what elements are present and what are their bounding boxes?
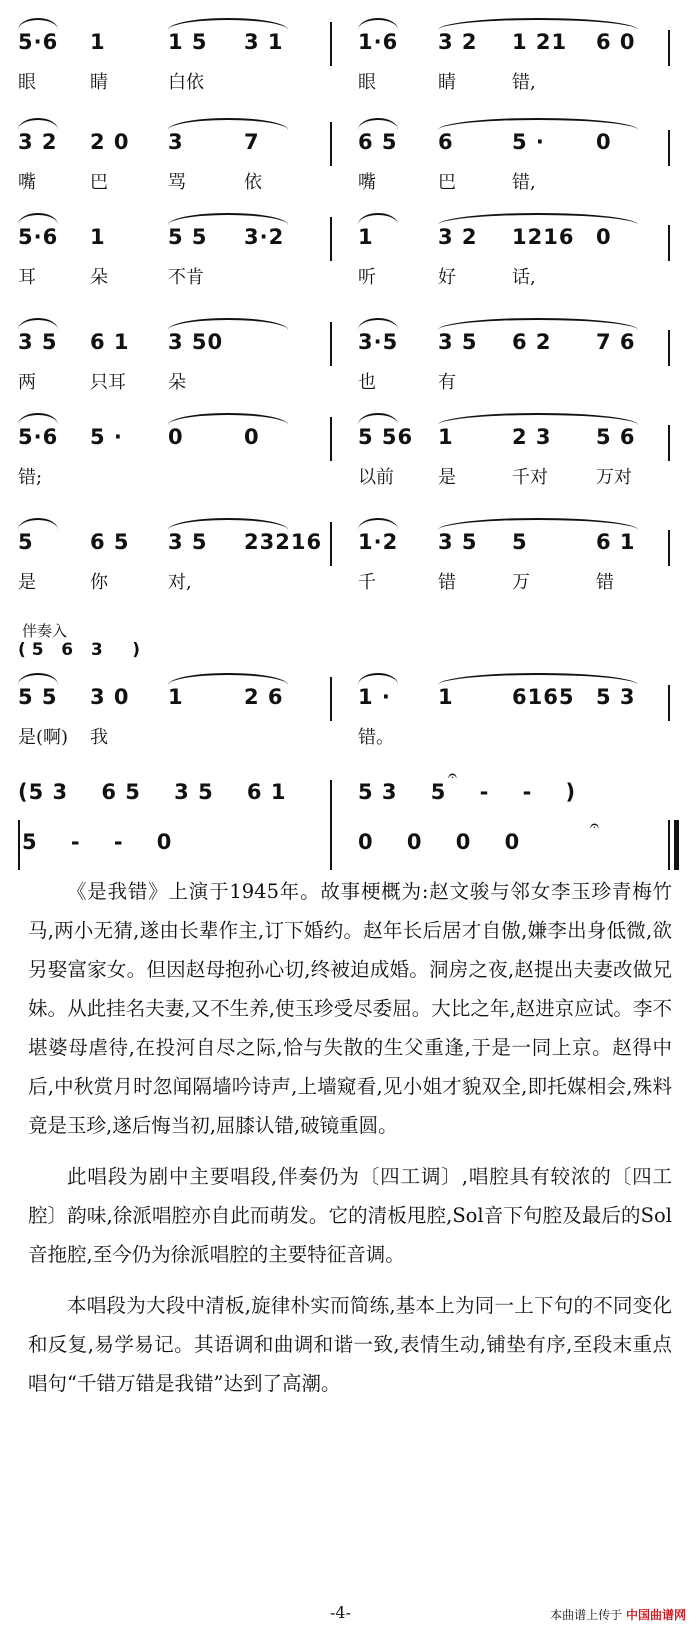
note-group: 3 2 <box>438 30 478 54</box>
upload-note <box>550 1606 686 1623</box>
lyric: 眼 <box>358 72 376 93</box>
lyric: 错 <box>596 572 614 593</box>
barline <box>330 677 332 721</box>
lyric: 万对 <box>596 467 632 488</box>
note-group: 6 5 <box>90 530 130 554</box>
note-group: 1·6 <box>358 30 399 54</box>
note-group: 3 50 <box>168 330 224 354</box>
note-group: 5 · <box>90 425 123 449</box>
lyric: 只耳 <box>90 372 126 393</box>
slur <box>168 18 288 30</box>
note-group: 3 0 <box>90 685 130 709</box>
note-group: 3 5 <box>438 530 478 554</box>
slur <box>358 518 398 530</box>
note-group: 3 5 <box>18 330 58 354</box>
fermata-icon: 𝄐 <box>590 816 599 835</box>
note-group: 2 6 <box>244 685 284 709</box>
score-system <box>18 425 678 495</box>
commentary <box>28 872 672 1415</box>
slur <box>18 518 58 530</box>
slur <box>18 318 58 330</box>
lyric: 好 <box>438 267 456 288</box>
slur <box>438 413 638 425</box>
final-upper-left: (5 3 6 5 3 5 6 1 <box>18 780 287 804</box>
barline <box>18 820 20 870</box>
lyric: 朵 <box>168 372 186 393</box>
note-group: 0 <box>168 425 184 449</box>
note-group: 1 <box>168 685 184 709</box>
lyric: 骂 <box>168 172 186 193</box>
note-group: 2 0 <box>90 130 130 154</box>
note-group: 3 5 <box>168 530 208 554</box>
lyric: 错, <box>512 172 536 193</box>
barline <box>668 530 670 566</box>
barline <box>668 225 670 261</box>
barline <box>330 322 332 366</box>
slur <box>168 413 288 425</box>
barline <box>668 685 670 721</box>
note-group: 5 56 <box>358 425 414 449</box>
slur <box>438 213 638 225</box>
note-group: 5·6 <box>18 225 59 249</box>
slur <box>18 213 58 225</box>
slur <box>168 673 288 685</box>
lyric: 睛 <box>438 72 456 93</box>
note-group: 5 <box>18 530 34 554</box>
lyric: 千 <box>358 572 376 593</box>
barline <box>668 30 670 66</box>
lyric: 你 <box>90 572 108 593</box>
lyric: 嘴 <box>358 172 376 193</box>
barline <box>668 820 670 870</box>
slur <box>168 118 288 130</box>
note-group: 5 5 <box>18 685 58 709</box>
score-system <box>18 530 678 600</box>
slur <box>358 18 398 30</box>
note-group: 6165 <box>512 685 575 709</box>
lyric: 有 <box>438 372 456 393</box>
note-group: 3 1 <box>244 30 284 54</box>
note-group: 6 1 <box>90 330 130 354</box>
lyric: 嘴 <box>18 172 36 193</box>
final-system <box>18 766 678 870</box>
note-group: 3 5 <box>438 330 478 354</box>
lyric: 错。 <box>358 727 394 748</box>
slur <box>438 118 638 130</box>
note-group: 1216 <box>512 225 575 249</box>
lyric: 是 <box>18 572 36 593</box>
slur <box>438 673 638 685</box>
lyric: 以前 <box>358 467 394 488</box>
note-group: 6 <box>438 130 454 154</box>
lyric: 依 <box>244 172 262 193</box>
note-group: 2 3 <box>512 425 552 449</box>
page-number: -4- <box>330 1603 351 1622</box>
note-group: 5 <box>512 530 528 554</box>
paragraph: 《是我错》上演于1945年。故事梗概为:赵文骏与邻女李玉珍青梅竹马,两小无猜,遂由长辈作主,订下婚约。赵年长后居才自傲,嫌李出身低微,欲另娶富家女。但因赵母抱孙心切,终被迫成婚。洞房之夜,赵提出夫妻改做兄妹。从此挂名夫妻,又不生养,使玉珍受尽委屈。大比之年,赵进京应试。李不堪婆母虐待,在投河自尽之际,恰与失散的生父重逢,于是一同上京。赵得中后,中秋赏月时忽闻隔墙吟诗声,上墙窥看,见小姐才貌双全,即托媒相会,殊料竟是玉珍,遂后悔当初,屈膝认错,破镜重圆。 <box>28 880 672 1137</box>
accompaniment-notes: ( 5 6 3 ) <box>18 640 141 660</box>
site-name: 中国曲谱网 <box>625 1608 686 1622</box>
lyric: 两 <box>18 372 36 393</box>
final-lower-left: 5 - - 0 <box>22 830 173 854</box>
note-group: 3 2 <box>438 225 478 249</box>
lyric: 千对 <box>512 467 548 488</box>
final-lower-right: 0 0 0 0 <box>358 830 521 854</box>
slur <box>438 318 638 330</box>
barline <box>330 780 332 870</box>
slur <box>358 213 398 225</box>
note-group: 0 <box>596 225 612 249</box>
note-group: 5 5 <box>168 225 208 249</box>
lyric: 我 <box>90 727 108 748</box>
barline <box>330 217 332 261</box>
final-upper-right: 5 3 5 - - ) <box>358 780 577 804</box>
slur <box>358 673 398 685</box>
lyric: 对, <box>168 572 192 593</box>
note-group: 5 · <box>512 130 545 154</box>
accompaniment-label: 伴奏入 <box>22 622 68 640</box>
lyric: 朵 <box>90 267 108 288</box>
fermata-icon: 𝄐 <box>448 766 457 785</box>
slur <box>18 413 58 425</box>
barline <box>330 22 332 66</box>
note-group: 1 · <box>358 685 391 709</box>
barline <box>330 417 332 461</box>
note-group: 6 0 <box>596 30 636 54</box>
note-group: 7 <box>244 130 260 154</box>
note-group: 3 <box>168 130 184 154</box>
barline <box>668 425 670 461</box>
note-group: 1 <box>438 425 454 449</box>
final-barline <box>674 820 679 870</box>
lyric: 眼 <box>18 72 36 93</box>
note-group: 1 <box>438 685 454 709</box>
slur <box>438 18 638 30</box>
upload-text: 本曲谱上传于 <box>550 1608 623 1622</box>
note-group: 6 2 <box>512 330 552 354</box>
lyric: 是 <box>438 467 456 488</box>
barline <box>668 130 670 166</box>
slur <box>18 673 58 685</box>
lyric: 白依 <box>168 72 204 93</box>
slur <box>438 518 638 530</box>
barline <box>330 122 332 166</box>
lyric: 耳 <box>18 267 36 288</box>
lyric: 巴 <box>438 172 456 193</box>
note-group: 1 <box>358 225 374 249</box>
note-group: 1 21 <box>512 30 568 54</box>
lyric: 万 <box>512 572 530 593</box>
note-group: 5 6 <box>596 425 636 449</box>
note-group: 7 6 <box>596 330 636 354</box>
lyric: 错, <box>512 72 536 93</box>
paragraph: 本唱段为大段中清板,旋律朴实而简练,基本上为同一上下句的不同变化和反复,易学易记。其语调和曲调和谐一致,表情生动,铺垫有序,至段末重点唱句“千错万错是我错”达到了高潮。 <box>28 1294 672 1395</box>
note-group: 6 1 <box>596 530 636 554</box>
note-group: 1 <box>90 225 106 249</box>
paragraph: 此唱段为剧中主要唱段,伴奏仍为〔四工调〕,唱腔具有较浓的〔四工腔〕韵味,徐派唱腔亦自此而萌发。它的清板甩腔,Sol音下句腔及最后的Sol音拖腔,至今仍为徐派唱腔的主要特征音调。 <box>28 1165 672 1266</box>
lyric: 是(啊) <box>18 727 69 748</box>
note-group: 1·2 <box>358 530 399 554</box>
note-group: 0 <box>596 130 612 154</box>
score-system <box>18 225 678 295</box>
lyric: 睛 <box>90 72 108 93</box>
score-system <box>18 685 678 755</box>
note-group: 0 <box>244 425 260 449</box>
slur <box>168 518 288 530</box>
lyric: 也 <box>358 372 376 393</box>
note-group: 6 5 <box>358 130 398 154</box>
slur <box>358 318 398 330</box>
lyric: 错; <box>18 467 43 488</box>
note-group: 3·2 <box>244 225 285 249</box>
note-group: 3 2 <box>18 130 58 154</box>
lyric: 巴 <box>90 172 108 193</box>
slur <box>168 318 288 330</box>
slur <box>18 118 58 130</box>
barline <box>668 330 670 366</box>
note-group: 5·6 <box>18 425 59 449</box>
score-system <box>18 130 678 200</box>
score-system <box>18 330 678 400</box>
slur <box>168 213 288 225</box>
note-group: 3·5 <box>358 330 399 354</box>
note-group: 5·6 <box>18 30 59 54</box>
lyric: 错 <box>438 572 456 593</box>
barline <box>330 522 332 566</box>
note-group: 1 5 <box>168 30 208 54</box>
note-group: 5 3 <box>596 685 636 709</box>
note-group: 1 <box>90 30 106 54</box>
score-system <box>18 30 678 100</box>
lyric: 听 <box>358 267 376 288</box>
lyric: 话, <box>512 267 536 288</box>
note-group: 23216 <box>244 530 323 554</box>
slur <box>358 118 398 130</box>
slur <box>18 18 58 30</box>
slur <box>358 413 398 425</box>
lyric: 不肯 <box>168 267 204 288</box>
